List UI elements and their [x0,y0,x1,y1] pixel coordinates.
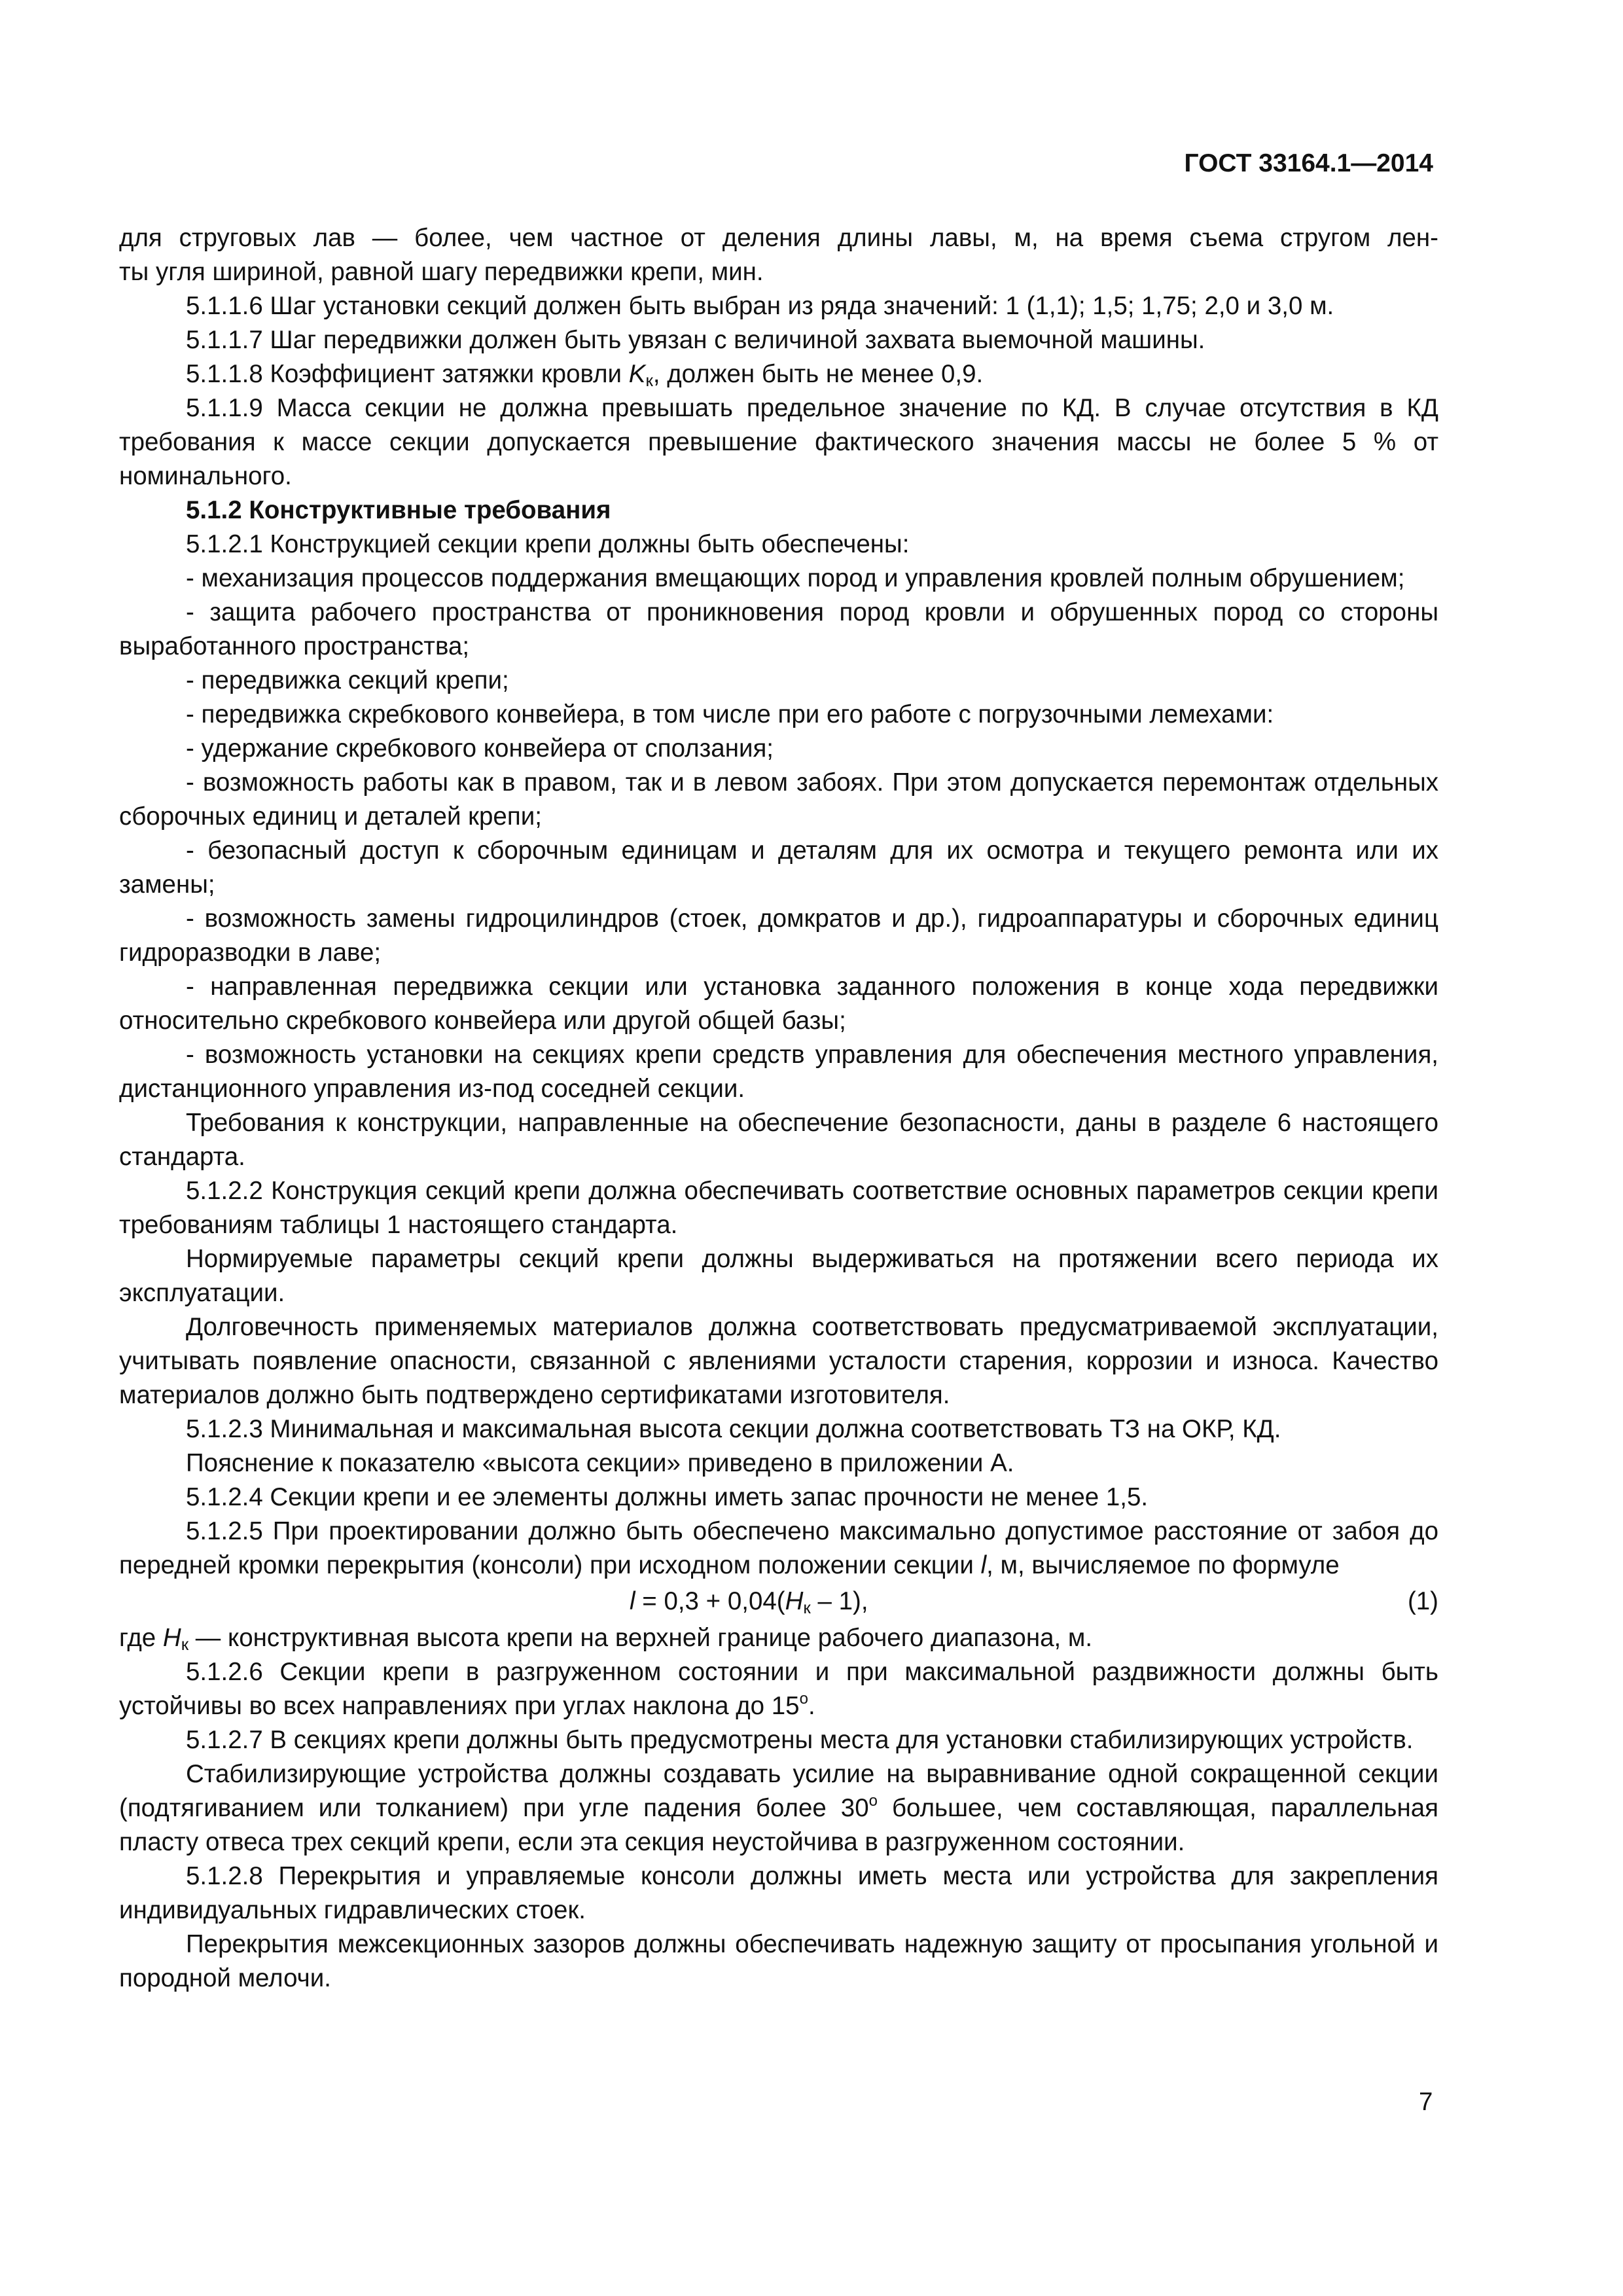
formula-1 [119,1585,1438,1619]
list-item: - удержание скребкового конвейера от сползания; [186,734,774,762]
math-subscript: к [645,370,653,390]
document-code-header: ГОСТ 33164.1—2014 [1184,149,1433,177]
paragraph: Нормируемые параметры секций крепи должны выдерживаться на протяжении всего периода их эксплуатации. [119,1245,1438,1307]
document-body [119,221,1438,1996]
clause-5-1-2-7: 5.1.2.7 В секциях крепи должны быть предусмотрены места для установки стабилизирующих устройств. [186,1726,1414,1754]
clause-5-1-1-9: 5.1.1.9 Масса секции не должна превышать предельное значение по КД. В случае отсутствия в КД требования к массе секции допускается превышение фактического значения массы не более 5 % от номинального. [119,394,1438,490]
degree-mark: о [868,1792,878,1810]
clause-5-1-2-1: 5.1.2.1 Конструкцией секции крепи должны быть обеспечены: [186,530,910,558]
formula-number: (1) [1407,1587,1438,1615]
math-variable-h: H [785,1587,804,1615]
section-heading-5-1-2: 5.1.2 Конструктивные требования [186,496,611,524]
clause-text: 5.1.1.8 Коэффициент затяжки кровли [186,360,629,388]
list-item: - возможность установки на секциях крепи средств управления для обеспечения местного управления, дистанционного управления из-под соседней секции. [119,1041,1438,1103]
clause-text: , должен быть не менее 0,9. [652,360,984,388]
clause-5-1-2-6 [119,1655,1438,1723]
list-item: - механизация процессов поддержания вмещающих пород и управления кровлей полным обрушением; [186,564,1405,592]
list-item: - защита рабочего пространства от проникновения пород кровли и обрушенных пород со стороны выработанного пространства; [119,598,1438,660]
math-subscript: к [181,1634,189,1654]
clause-5-1-2-4: 5.1.2.4 Секции крепи и ее элементы должны иметь запас прочности не менее 1,5. [186,1483,1149,1511]
clause-text: 5.1.2.6 Секции крепи в разгруженном состоянии и при максимальной раздвижности должны быть устойчивы во всех направлениях при углах наклона до 15 [119,1658,1438,1720]
math-subscript: к [803,1598,811,1617]
list-item: - возможность работы как в правом, так и в левом забоях. При этом допускается перемонтаж отдельных сборочных единиц и деталей крепи; [119,768,1438,831]
math-variable-h: H [162,1624,181,1652]
clause-text: . [808,1692,815,1720]
clause-text: Стабилизирующие устройства должны создавать усилие на выравнивание одной сокращенной секции (подтягиванием или толканием) при угле падения более 30 [119,1760,1438,1822]
clause-5-1-1-8 [119,357,1438,391]
paragraph-continuation-line-2: ты угля шириной, равной шагу передвижки крепи, мин. [119,258,764,286]
formula-text: = 0,3 + 0,04( [635,1587,785,1615]
math-variable-l: l [630,1587,635,1615]
clause-text: — конструктивная высота крепи на верхней границе рабочего диапазона, м. [188,1624,1093,1652]
list-item: - передвижка скребкового конвейера, в том числе при его работе с погрузочными лемехами: [186,700,1274,728]
list-item: - возможность замены гидроцилиндров (стоек, домкратов и др.), гидроаппаратуры и сборочных единиц гидроразводки в лаве; [119,905,1438,967]
paragraph: Перекрытия межсекционных зазоров должны обеспечивать надежную защиту от просыпания угольной и породной мелочи. [119,1930,1438,1992]
clause-text: где [119,1624,163,1652]
paragraph-continuation-line-1: для струговых лав — более, чем частное от деления длины лавы, м, на время съема стругом лен- [119,224,1438,252]
formula-expression [630,1585,868,1619]
formula-explanation [119,1621,1438,1655]
clause-5-1-1-6: 5.1.1.6 Шаг установки секций должен быть выбран из ряда значений: 1 (1,1); 1,5; 1,75; 2,0 и 3,0 м. [186,292,1334,320]
degree-mark: о [799,1690,808,1708]
math-variable-k: K [628,360,646,388]
clause-5-1-2-5 [119,1515,1438,1583]
paragraph: Требования к конструкции, направленные на обеспечение безопасности, даны в разделе 6 настоящего стандарта. [119,1109,1438,1171]
paragraph: Пояснение к показателю «высота секции» приведено в приложении А. [186,1449,1014,1477]
page-number: 7 [1419,2088,1433,2116]
clause-5-1-2-2: 5.1.2.2 Конструкция секций крепи должна обеспечивать соответствие основных параметров секции крепи требованиям таблицы 1 настоящего стандарта. [119,1177,1438,1239]
clause-5-1-1-7: 5.1.1.7 Шаг передвижки должен быть увязан с величиной захвата выемочной машины. [186,326,1205,354]
clause-text: большее, чем составляющая, параллельная пласту отвеса трех секций крепи, если эта секция неустойчива в разгруженном состоянии. [119,1794,1438,1856]
paragraph: Долговечность применяемых материалов должна соответствовать предусматриваемой эксплуатации, учитывать появление опасности, связанной с явлениями усталости старения, коррозии и износа. Качество материалов должно быть подтверждено сертификатами изготовителя. [119,1313,1438,1409]
list-item: - направленная передвижка секции или установка заданного положения в конце хода передвижки относительно скребкового конвейера или другой общей базы; [119,973,1438,1035]
list-item: - безопасный доступ к сборочным единицам и деталям для их осмотра и текущего ремонта или их замены; [119,836,1438,899]
clause-text: , м, вычисляемое по формуле [986,1551,1340,1579]
list-item: - передвижка секций крепи; [186,666,509,694]
math-variable-l: l [980,1551,987,1579]
clause-5-1-2-3: 5.1.2.3 Минимальная и максимальная высота секции должна соответствовать ТЗ на ОКР, КД. [186,1415,1281,1443]
paragraph [119,1757,1438,1859]
clause-text: 5.1.2.5 При проектировании должно быть обеспечено максимально допустимое расстояние от забоя до передней кромки перекрытия (консоли) при исходном положении секции [119,1517,1438,1579]
clause-5-1-2-8: 5.1.2.8 Перекрытия и управляемые консоли должны иметь места или устройства для закрепления индивидуальных гидравлических стоек. [119,1862,1438,1924]
formula-text: – 1), [810,1587,868,1615]
